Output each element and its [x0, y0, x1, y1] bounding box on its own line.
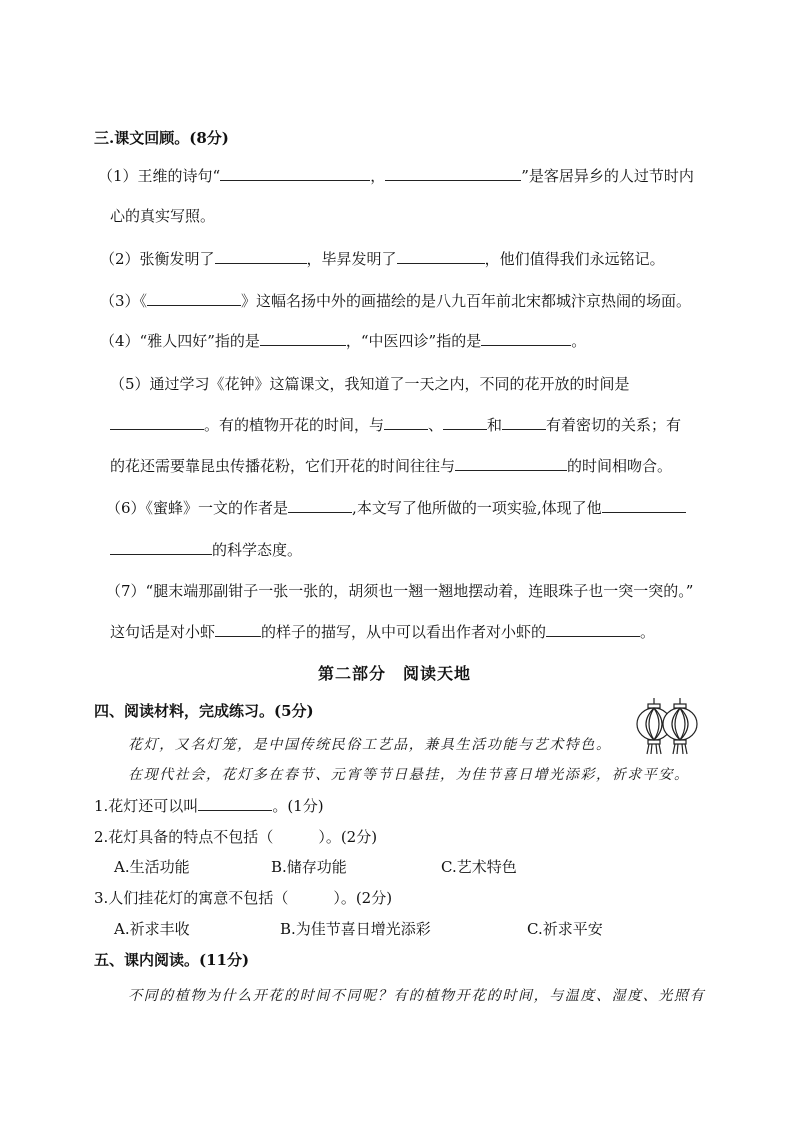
answer-blank[interactable]	[384, 414, 428, 430]
q2-line: （2）张衡发明了 ，毕昇发明了 ，他们值得我们永远铭记。	[100, 250, 665, 268]
sec5-passage: 不同的植物为什么开花的时间不同呢？有的植物开花的时间，与温度、湿度、光照有	[128, 988, 706, 1004]
q3-line: （3）《 》这幅名扬中外的画描绘的是八九百年前北宋都城汴京热闹的场面。	[100, 292, 692, 310]
answer-blank[interactable]	[110, 539, 212, 555]
part-2-title: 第二部分 阅读天地	[318, 664, 472, 683]
sec4-q3-option-c[interactable]: C.祈求平安	[527, 920, 603, 938]
sec4-q3-option-a[interactable]: A.祈求丰收	[114, 920, 190, 938]
answer-blank[interactable]	[481, 330, 571, 346]
sec4-q3-option-b[interactable]: B.为佳节喜日增光添彩	[280, 920, 431, 938]
q5-line2: 。有的植物开花的时间，与 、 和 有着密切的关系；有	[110, 414, 681, 436]
sec4-passage-line2: 在现代社会，花灯多在春节、元宵等节日悬挂，为佳节喜日增光添彩，祈求平安。	[128, 767, 690, 783]
answer-blank[interactable]	[397, 248, 485, 264]
section-5-heading: 五、课内阅读。(11分)	[94, 951, 250, 969]
sec4-q2: 2.花灯具备的特点不包括（ ）。(2分)	[94, 828, 378, 846]
sec4-q1: 1.花灯还可以叫 。(1分)	[94, 797, 324, 815]
answer-blank[interactable]	[385, 165, 521, 181]
sec4-q2-option-b[interactable]: B.储存功能	[271, 858, 347, 876]
answer-blank[interactable]	[288, 497, 352, 513]
answer-blank[interactable]	[443, 414, 487, 430]
answer-blank[interactable]	[260, 330, 346, 346]
answer-blank[interactable]	[455, 455, 567, 471]
answer-blank[interactable]	[198, 795, 272, 811]
q5-line3: 的花还需要靠昆虫传播花粉，它们开花的时间往往与 的时间相吻合。	[110, 457, 673, 475]
answer-blank[interactable]	[215, 621, 261, 637]
answer-blank[interactable]	[220, 165, 370, 181]
sec4-passage-line1: 花灯，又名灯笼，是中国传统民俗工艺品，兼具生活功能与艺术特色。	[128, 737, 612, 753]
q7-line1: （7）“腿末端那副钳子一张一张的，胡须也一翘一翘地摆动着，连眼珠子也一突一突的。”	[106, 582, 694, 600]
answer-blank[interactable]	[546, 621, 640, 637]
q1-line1: （1）王维的诗句“ ， ”是客居异乡的人过节时内	[98, 167, 694, 185]
q6-line1: （6）《蜜蜂》一文的作者是 ,本文写了他所做的一项实验,体现了他	[106, 497, 686, 519]
sec4-q2-option-a[interactable]: A.生活功能	[114, 858, 190, 876]
answer-blank[interactable]	[502, 414, 546, 430]
q1-line2: 心的真实写照。	[110, 207, 216, 225]
sec4-q3: 3.人们挂花灯的寓意不包括（ ）。(2分)	[94, 889, 393, 907]
q6-line2: 的科学态度。	[110, 539, 302, 561]
q4-line: （4）“雅人四好”指的是 ，“中医四诊”指的是 。	[100, 332, 587, 350]
section-3-heading: 三.课文回顾。(8分)	[94, 129, 229, 147]
lantern-icon	[632, 696, 702, 756]
section-4-heading: 四、阅读材料，完成练习。(5分)	[94, 702, 314, 720]
sec4-q2-option-c[interactable]: C.艺术特色	[441, 858, 517, 876]
answer-blank[interactable]	[215, 248, 307, 264]
answer-blank[interactable]	[602, 497, 686, 513]
answer-blank[interactable]	[110, 414, 204, 430]
q5-line1: （5）通过学习《花钟》这篇课文，我知道了一天之内，不同的花开放的时间是	[110, 375, 630, 393]
q7-line2: 这句话是对小虾 的样子的描写，从中可以看出作者对小虾的 。	[110, 623, 656, 641]
answer-blank[interactable]	[147, 290, 241, 306]
